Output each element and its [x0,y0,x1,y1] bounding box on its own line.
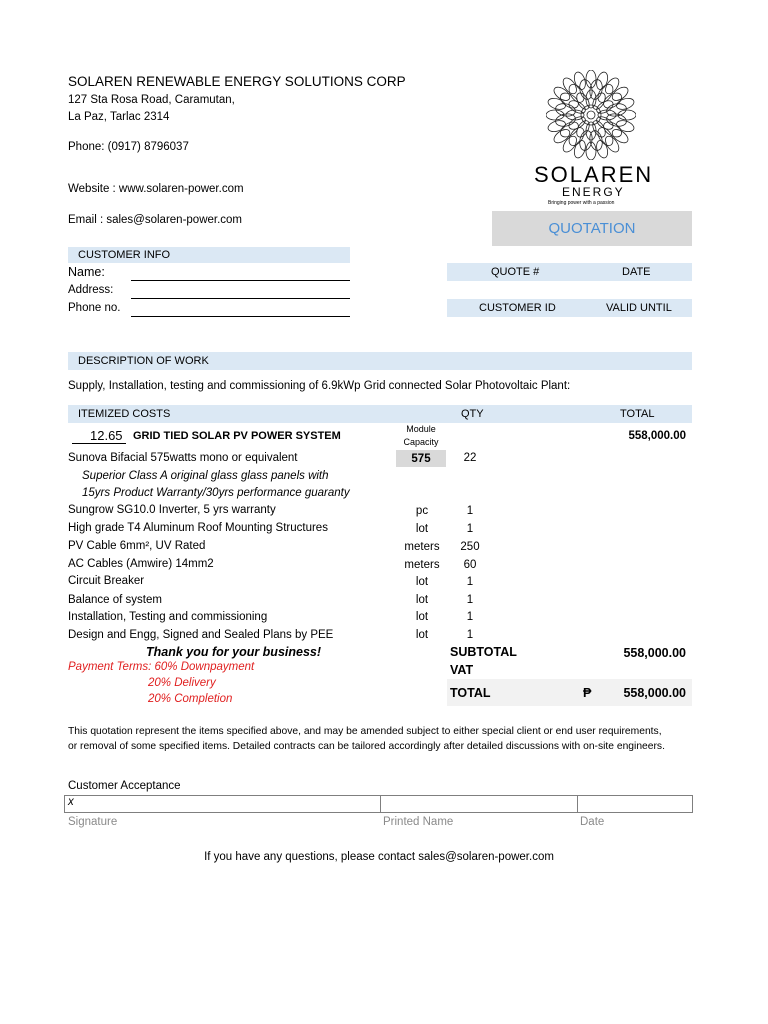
item-desc-4: High grade T4 Aluminum Roof Mounting Structures [68,522,328,534]
item-desc-0: Sunova Bifacial 575watts mono or equivalent [68,452,298,464]
item-qty-6: 60 [463,559,477,571]
quote-meta-bar-1 [447,263,692,281]
company-address-line1: 127 Sta Rosa Road, Caramutan, [68,94,235,106]
thanks-message: Thank you for your business! [146,645,322,659]
currency-symbol: ₱ [583,686,592,700]
company-email: Email : sales@solaren-power.com [68,214,243,226]
system-size-value: 12.65 [90,428,123,443]
item-unit-4: lot [415,523,429,535]
footer-contact: If you have any questions, please contact sales@solaren-power.com [204,851,554,863]
item-desc-9: Installation, Testing and commissioning [68,611,268,623]
date-box[interactable] [577,795,693,813]
qty-header: QTY [461,408,484,420]
item-qty-0: 22 [463,452,477,464]
name-field[interactable] [131,280,350,281]
item-desc-5: PV Cable 6mm², UV Rated [68,540,206,552]
item-desc-10: Design and Engg, Signed and Sealed Plans by PEE [68,629,334,641]
company-phone: Phone: (0917) 8796037 [68,141,189,153]
item-desc-1: Superior Class A original glass glass panels with [82,470,329,482]
address-label: Address: [68,284,114,296]
payment-terms-line1: Payment Terms: 60% Downpayment [68,661,255,673]
item-unit-5: meters [404,541,440,553]
itemized-header: ITEMIZED COSTS [78,408,171,420]
printed-name-label: Printed Name [383,816,454,828]
item-qty-4: 1 [466,523,474,535]
signature-label: Signature [68,816,118,828]
item-unit-10: lot [415,629,429,641]
item-qty-8: 1 [466,594,474,606]
logo-word-energy: ENERGY [562,185,625,199]
item-unit-3: pc [415,505,429,517]
item-desc-7: Circuit Breaker [68,575,145,587]
customer-id-label: CUSTOMER ID [479,302,556,314]
company-address-line2: La Paz, Tarlac 2314 [68,111,170,123]
item-unit-9: lot [415,611,429,623]
module-label-1: Module [406,424,436,434]
item-qty-10: 1 [466,629,474,641]
quote-number-label: QUOTE # [491,266,540,278]
system-size-underline [72,443,126,444]
date-label: DATE [622,266,651,278]
name-label: Name: [68,265,105,279]
phone-label: Phone no. [68,302,121,314]
address-field[interactable] [131,298,350,299]
acceptance-date-label: Date [580,816,605,828]
item-desc-8: Balance of system [68,594,162,606]
description-text: Supply, Installation, testing and commissioning of 6.9kWp Grid connected Solar Photovoltaic Plant: [68,380,571,392]
module-capacity-value: 575 [396,450,446,467]
logo-word-solaren: SOLAREN [534,162,654,187]
total-label: TOTAL [450,686,491,700]
subtotal-value: 558,000.00 [623,646,686,660]
signature-box[interactable] [64,795,381,813]
item-unit-7: lot [415,576,429,588]
module-label-2: Capacity [403,437,439,447]
item-qty-5: 250 [460,541,480,553]
customer-info-header: CUSTOMER INFO [78,249,171,261]
system-name: GRID TIED SOLAR PV POWER SYSTEM [133,430,341,442]
payment-terms-line3: 20% Completion [148,693,233,705]
printed-name-box[interactable] [380,795,578,813]
item-unit-8: lot [415,594,429,606]
description-header: DESCRIPTION OF WORK [78,355,209,367]
total-value: 558,000.00 [623,686,686,700]
item-unit-6: meters [404,559,440,571]
disclaimer-line2: or removal of some specified items. Detailed contracts can be tailored accordingly after detailed discussions with on-site engineers. [68,741,665,752]
company-website: Website : www.solaren-power.com [68,183,244,195]
item-qty-9: 1 [466,611,474,623]
acceptance-header: Customer Acceptance [68,780,181,792]
quotation-title: QUOTATION [492,211,692,246]
logo-tagline: Bringing power with a passion [548,200,615,206]
valid-until-label: VALID UNTIL [606,302,672,314]
item-qty-3: 1 [466,505,474,517]
logo-mandala-icon [546,70,636,160]
vat-label: VAT [450,663,474,677]
signature-x-mark: x [68,796,74,808]
system-total: 558,000.00 [628,430,686,442]
company-name: SOLAREN RENEWABLE ENERGY SOLUTIONS CORP [68,74,406,89]
total-header: TOTAL [620,408,655,420]
item-desc-3: Sungrow SG10.0 Inverter, 5 yrs warranty [68,504,276,516]
payment-terms-line2: 20% Delivery [148,677,216,689]
item-desc-6: AC Cables (Amwire) 14mm2 [68,558,214,570]
subtotal-label: SUBTOTAL [450,645,517,659]
item-desc-2: 15yrs Product Warranty/30yrs performance guaranty [82,487,350,499]
phone-field[interactable] [131,316,350,317]
disclaimer-line1: This quotation represent the items specified above, and may be amended subject to either special client or end user requirements, [68,726,662,737]
item-qty-7: 1 [466,576,474,588]
